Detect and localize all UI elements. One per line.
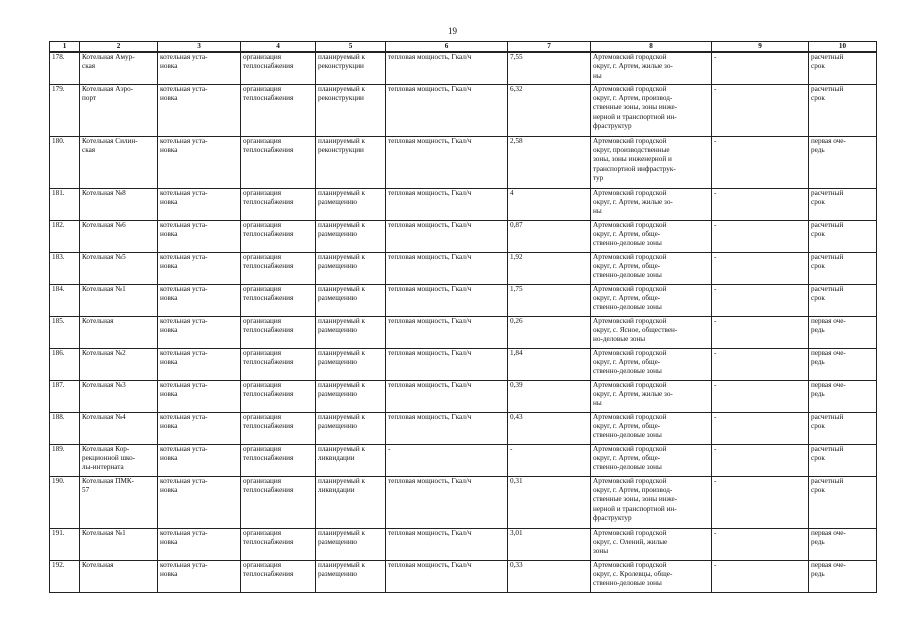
column-9-value: - [712,560,809,592]
organization: организация теплоснабжения [241,220,316,252]
column-header: 3 [158,42,241,53]
row-number: 191. [50,528,80,560]
object-type: котельная уста- новка [158,52,241,84]
object-type: котельная уста- новка [158,444,241,476]
column-9-value: - [712,528,809,560]
object-name: Котельная [80,316,158,348]
column-9-value: - [712,52,809,84]
object-name: Котельная №6 [80,220,158,252]
object-name: Котельная ПМК- 57 [80,476,158,528]
parameter: тепловая мощность, Гкал/ч [386,528,508,560]
table-row [50,220,877,252]
row-number: 189. [50,444,80,476]
row-number: 190. [50,476,80,528]
status: планируемый к размещению [316,220,386,252]
status: планируемый к размещению [316,316,386,348]
column-9-value: - [712,412,809,444]
object-type: котельная уста- новка [158,560,241,592]
column-9-value: - [712,220,809,252]
parameter-value: 7,55 [508,52,591,84]
object-type: котельная уста- новка [158,84,241,136]
row-number: 183. [50,252,80,284]
parameter-value: 0,26 [508,316,591,348]
organization: организация теплоснабжения [241,560,316,592]
term: первая оче- редь [809,560,877,592]
object-type: котельная уста- новка [158,412,241,444]
parameter-value: 1,84 [508,348,591,380]
status: планируемый к ликвидации [316,444,386,476]
row-number: 192. [50,560,80,592]
object-name: Котельная №5 [80,252,158,284]
column-header: 2 [80,42,158,53]
term: расчетный срок [809,84,877,136]
organization: организация теплоснабжения [241,252,316,284]
location: Артемовский городской округ, г. Артем, обще- ственно-деловые зоны [591,220,712,252]
column-header: 6 [386,42,508,53]
parameter: тепловая мощность, Гкал/ч [386,380,508,412]
parameter: тепловая мощность, Гкал/ч [386,252,508,284]
object-name: Котельная Аэро- порт [80,84,158,136]
location: Артемовский городской округ, с. Ясное, обществен- но-деловые зоны [591,316,712,348]
term: первая оче- редь [809,348,877,380]
object-name: Котельная №1 [80,528,158,560]
parameter-value: 0,87 [508,220,591,252]
location: Артемовский городской округ, с. Олений, жилые зоны [591,528,712,560]
row-number: 178. [50,52,80,84]
location: Артемовский городской округ, г. Артем, жилые зо- ны [591,380,712,412]
object-name: Котельная №1 [80,284,158,316]
parameter: тепловая мощность, Гкал/ч [386,476,508,528]
term: расчетный срок [809,252,877,284]
status: планируемый к реконструкции [316,136,386,188]
table-row [50,380,877,412]
column-9-value: - [712,136,809,188]
object-type: котельная уста- новка [158,380,241,412]
parameter-value: 0,31 [508,476,591,528]
parameter-value: 1,75 [508,284,591,316]
table-row [50,348,877,380]
table-row [50,560,877,592]
organization: организация теплоснабжения [241,476,316,528]
column-header: 1 [50,42,80,53]
parameter-value: 0,43 [508,412,591,444]
parameter-value: - [508,444,591,476]
location: Артемовский городской округ, г. Артем, производ- ственные зоны, зоны инже- нерной и транспортной ин- фраструктур [591,476,712,528]
column-9-value: - [712,316,809,348]
table-row [50,84,877,136]
status: планируемый к ликвидации [316,476,386,528]
organization: организация теплоснабжения [241,316,316,348]
status: планируемый к размещению [316,252,386,284]
column-9-value: - [712,444,809,476]
row-number: 188. [50,412,80,444]
object-type: котельная уста- новка [158,220,241,252]
parameter-value: 0,33 [508,560,591,592]
table-row [50,136,877,188]
object-name: Котельная [80,560,158,592]
term: расчетный срок [809,476,877,528]
row-number: 186. [50,348,80,380]
parameter-value: 2,58 [508,136,591,188]
object-type: котельная уста- новка [158,252,241,284]
status: планируемый к реконструкции [316,52,386,84]
status: планируемый к размещению [316,560,386,592]
status: планируемый к размещению [316,412,386,444]
term: первая оче- редь [809,528,877,560]
parameter-value: 4 [508,188,591,220]
row-number: 181. [50,188,80,220]
organization: организация теплоснабжения [241,380,316,412]
term: первая оче- редь [809,136,877,188]
location: Артемовский городской округ, г. Артем, обще- ственно-деловые зоны [591,412,712,444]
parameter: тепловая мощность, Гкал/ч [386,560,508,592]
term: расчетный срок [809,52,877,84]
parameter-value: 6,32 [508,84,591,136]
objects-table [49,41,877,593]
object-type: котельная уста- новка [158,348,241,380]
table-row [50,316,877,348]
table-row [50,444,877,476]
parameter: тепловая мощность, Гкал/ч [386,284,508,316]
object-name: Котельная Кор- рекционной шко- лы-интерната [80,444,158,476]
row-number: 179. [50,84,80,136]
column-9-value: - [712,252,809,284]
row-number: 182. [50,220,80,252]
table-row [50,252,877,284]
status: планируемый к размещению [316,284,386,316]
column-9-value: - [712,348,809,380]
organization: организация теплоснабжения [241,412,316,444]
location: Артемовский городской округ, г. Артем, производ- ственные зоны, зоны инже- нерной и транспортной ин- фраструктур [591,84,712,136]
column-9-value: - [712,380,809,412]
organization: организация теплоснабжения [241,52,316,84]
object-type: котельная уста- новка [158,136,241,188]
row-number: 187. [50,380,80,412]
table-row [50,284,877,316]
parameter: тепловая мощность, Гкал/ч [386,220,508,252]
parameter: тепловая мощность, Гкал/ч [386,316,508,348]
object-type: котельная уста- новка [158,188,241,220]
term: расчетный срок [809,412,877,444]
column-header: 4 [241,42,316,53]
column-9-value: - [712,476,809,528]
parameter: тепловая мощность, Гкал/ч [386,412,508,444]
location: Артемовский городской округ, г. Артем, обще- ственно-деловые зоны [591,348,712,380]
table-row [50,412,877,444]
organization: организация теплоснабжения [241,284,316,316]
column-header: 9 [712,42,809,53]
column-header: 7 [508,42,591,53]
term: расчетный срок [809,284,877,316]
header-row [50,42,877,53]
organization: организация теплоснабжения [241,84,316,136]
status: планируемый к размещению [316,348,386,380]
object-name: Котельная Амур- ская [80,52,158,84]
page-number: 19 [448,26,457,36]
organization: организация теплоснабжения [241,348,316,380]
column-9-value: - [712,84,809,136]
object-type: котельная уста- новка [158,528,241,560]
term: расчетный срок [809,444,877,476]
parameter-value: 0,39 [508,380,591,412]
column-9-value: - [712,284,809,316]
parameter: - [386,444,508,476]
parameter: тепловая мощность, Гкал/ч [386,84,508,136]
location: Артемовский городской округ, г. Артем, жилые зо- ны [591,52,712,84]
parameter: тепловая мощность, Гкал/ч [386,188,508,220]
object-name: Котельная №4 [80,412,158,444]
column-header: 5 [316,42,386,53]
object-name: Котельная №2 [80,348,158,380]
row-number: 184. [50,284,80,316]
parameter: тепловая мощность, Гкал/ч [386,348,508,380]
organization: организация теплоснабжения [241,136,316,188]
location: Артемовский городской округ, г. Артем, жилые зо- ны [591,188,712,220]
parameter: тепловая мощность, Гкал/ч [386,136,508,188]
status: планируемый к размещению [316,188,386,220]
term: первая оче- редь [809,316,877,348]
table-row [50,52,877,84]
column-header: 8 [591,42,712,53]
location: Артемовский городской округ, г. Артем, обще- ственно-деловые зоны [591,252,712,284]
organization: организация теплоснабжения [241,528,316,560]
location: Артемовский городской округ, с. Кролевцы, обще- ственно-деловые зоны [591,560,712,592]
object-type: котельная уста- новка [158,316,241,348]
object-type: котельная уста- новка [158,476,241,528]
location: Артемовский городской округ, г. Артем, обще- ственно-деловые зоны [591,444,712,476]
parameter-value: 1,92 [508,252,591,284]
table-row [50,476,877,528]
table-row [50,528,877,560]
column-header: 10 [809,42,877,53]
parameter: тепловая мощность, Гкал/ч [386,52,508,84]
location: Артемовский городской округ, г. Артем, обще- ственно-деловые зоны [591,284,712,316]
column-9-value: - [712,188,809,220]
location: Артемовский городской округ, производственные зоны, зоны инженерной и транспортной инфраструк- тур [591,136,712,188]
object-name: Котельная Силин- ская [80,136,158,188]
organization: организация теплоснабжения [241,444,316,476]
object-name: Котельная №8 [80,188,158,220]
table-row [50,188,877,220]
organization: организация теплоснабжения [241,188,316,220]
object-type: котельная уста- новка [158,284,241,316]
status: планируемый к реконструкции [316,84,386,136]
status: планируемый к размещению [316,528,386,560]
row-number: 185. [50,316,80,348]
row-number: 180. [50,136,80,188]
term: расчетный срок [809,220,877,252]
term: расчетный срок [809,188,877,220]
parameter-value: 3,01 [508,528,591,560]
term: первая оче- редь [809,380,877,412]
status: планируемый к размещению [316,380,386,412]
object-name: Котельная №3 [80,380,158,412]
